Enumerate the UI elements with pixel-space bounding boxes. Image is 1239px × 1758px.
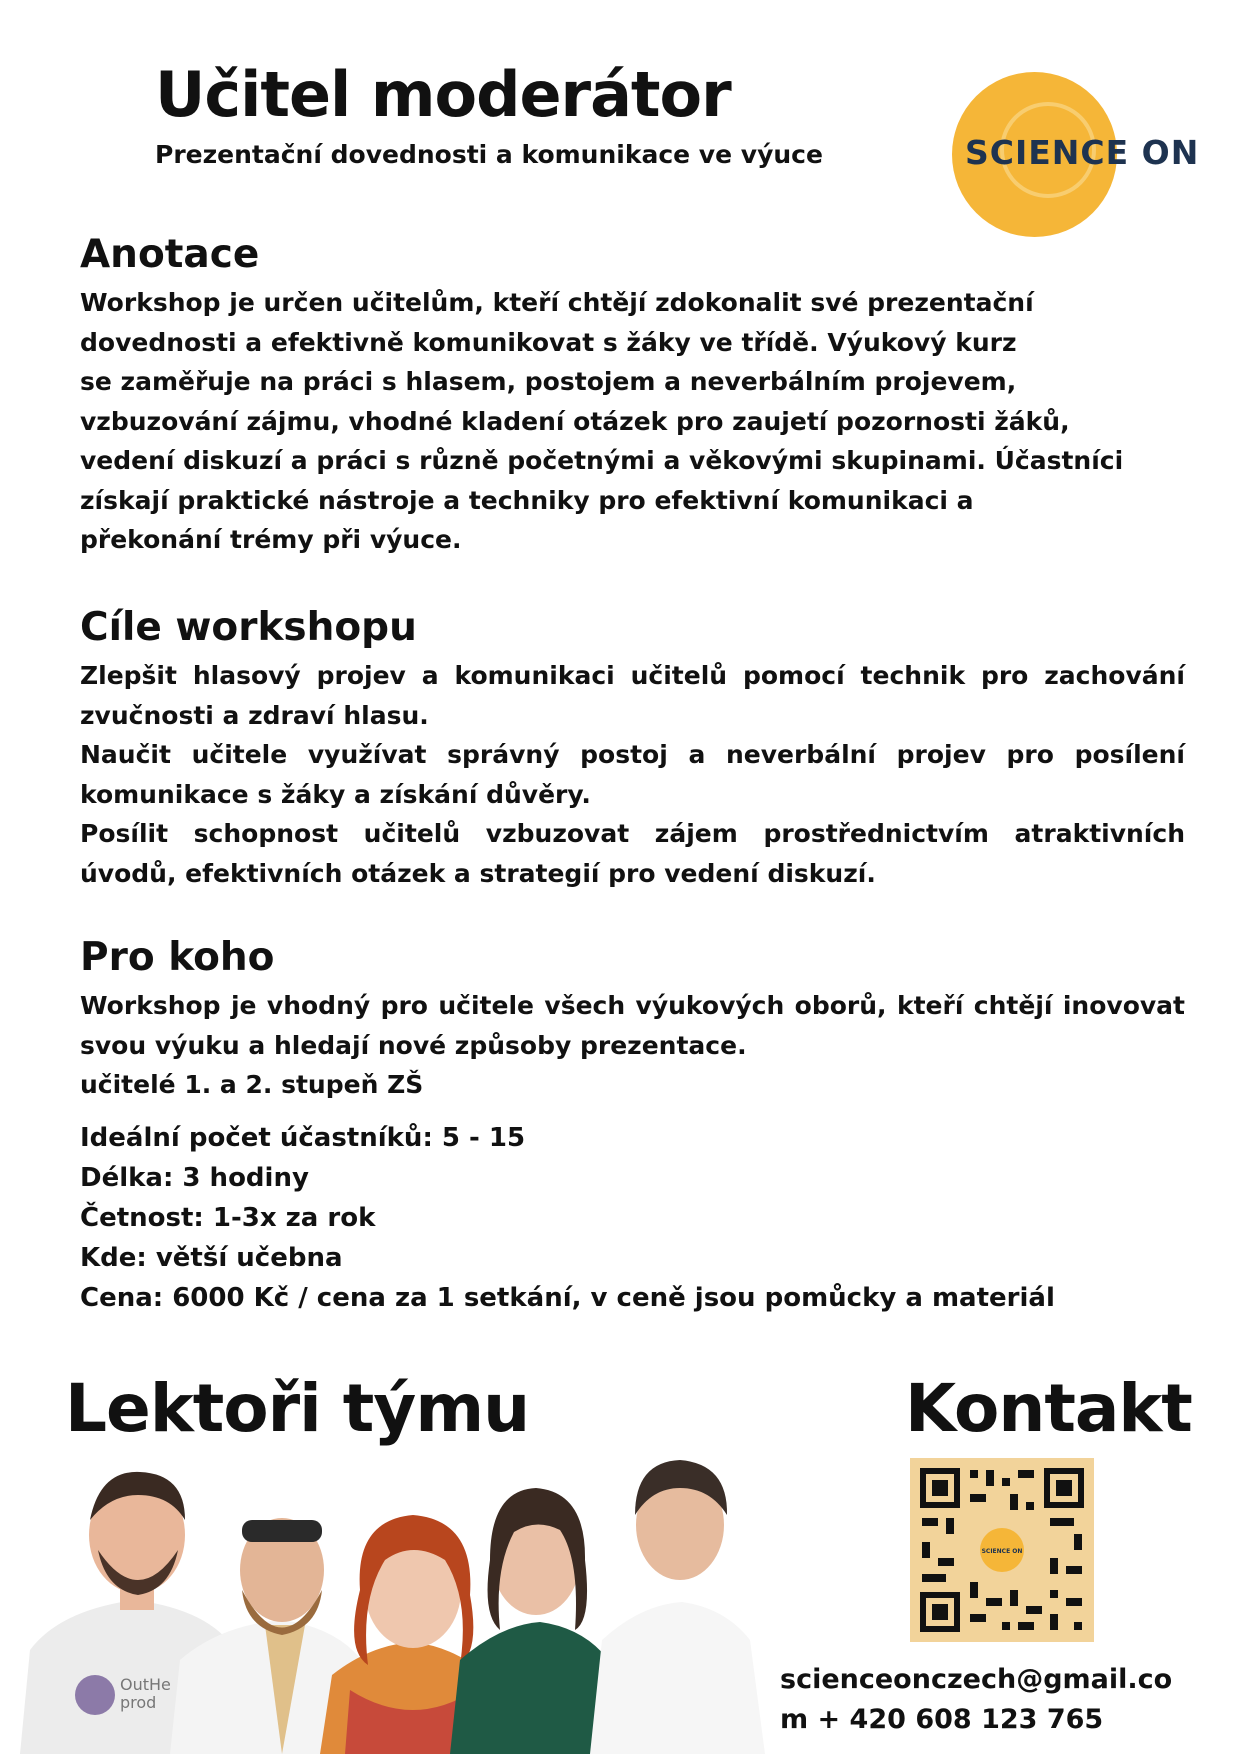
goals-heading: Cíle workshopu — [80, 605, 417, 650]
annotation-line: se zaměřuje na práci s hlasem, postojem a neverbálním projevem, — [80, 367, 1017, 396]
goal-item: Zlepšit hlasový projev a komunikaci učitelů pomocí technik pro zachování zvučnosti a zdraví hlasu. — [80, 661, 1185, 730]
annotation-line: dovednosti a efektivně komunikovat s žáky ve třídě. Výukový kurz — [80, 327, 1017, 357]
annotation-line: vedení diskuzí a práci s různě početnými a věkovými skupinami. Účastníci — [80, 446, 1124, 475]
audience-section — [80, 935, 1185, 1105]
audience-level: učitelé 1. a 2. stupeň ZŠ — [80, 1070, 424, 1099]
detail-duration: Délka: 3 hodiny — [80, 1163, 309, 1193]
goal-item: Posílit schopnost učitelů vzbuzovat zájem prostřednictvím atraktivních úvodů, efektivních otázek a strategií pro vedení diskuzí. — [80, 819, 1185, 888]
team-photo — [20, 1450, 820, 1754]
contact-heading: Kontakt — [905, 1370, 1192, 1447]
details-list — [80, 1118, 1055, 1318]
audience-text: Workshop je vhodný pro učitele všech výukových oborů, kteří chtějí inovovat svou výuku a hledají nové způsoby prezentace. — [80, 991, 1185, 1060]
annotation-heading: Anotace — [80, 232, 260, 277]
logo-text: SCIENCE ON — [965, 133, 1200, 172]
page-title: Učitel moderátor — [155, 58, 731, 131]
contact-email[interactable]: scienceonczech@gmail.co — [780, 1664, 1173, 1695]
goals-section — [80, 605, 1185, 893]
shirt-text-2: prod — [120, 1693, 157, 1712]
annotation-line: překonání trémy při výuce. — [80, 525, 462, 554]
shirt-text-1: OutHe — [120, 1675, 171, 1694]
annotation-section — [80, 232, 1185, 560]
qr-logo-text: SCIENCE ON — [981, 1548, 1023, 1555]
detail-location: Kde: větší učebna — [80, 1243, 343, 1273]
goal-item: Naučit učitele využívat správný postoj a neverbální projev pro posílení komunikace s žáky a získání důvěry. — [80, 740, 1185, 809]
detail-participants: Ideální počet účastníků: 5 - 15 — [80, 1123, 526, 1153]
annotation-line: vzbuzování zájmu, vhodné kladení otázek pro zaujetí pozornosti žáků, — [80, 406, 1070, 436]
page-subtitle: Prezentační dovednosti a komunikace ve výuce — [155, 140, 823, 169]
annotation-line: získají praktické nástroje a techniky pro efektivní komunikaci a — [80, 485, 974, 515]
team-heading: Lektoři týmu — [65, 1370, 530, 1447]
detail-price: Cena: 6000 Kč / cena za 1 setkání, v ceně jsou pomůcky a materiál — [80, 1283, 1055, 1313]
detail-frequency: Četnost: 1-3x za rok — [80, 1203, 376, 1233]
annotation-line: Workshop je určen učitelům, kteří chtějí zdokonalit své prezentační — [80, 288, 1034, 317]
qr-code[interactable] — [910, 1458, 1094, 1642]
audience-heading: Pro koho — [80, 935, 275, 980]
contact-info — [780, 1660, 1172, 1740]
contact-phone[interactable]: m + 420 608 123 765 — [780, 1704, 1104, 1735]
